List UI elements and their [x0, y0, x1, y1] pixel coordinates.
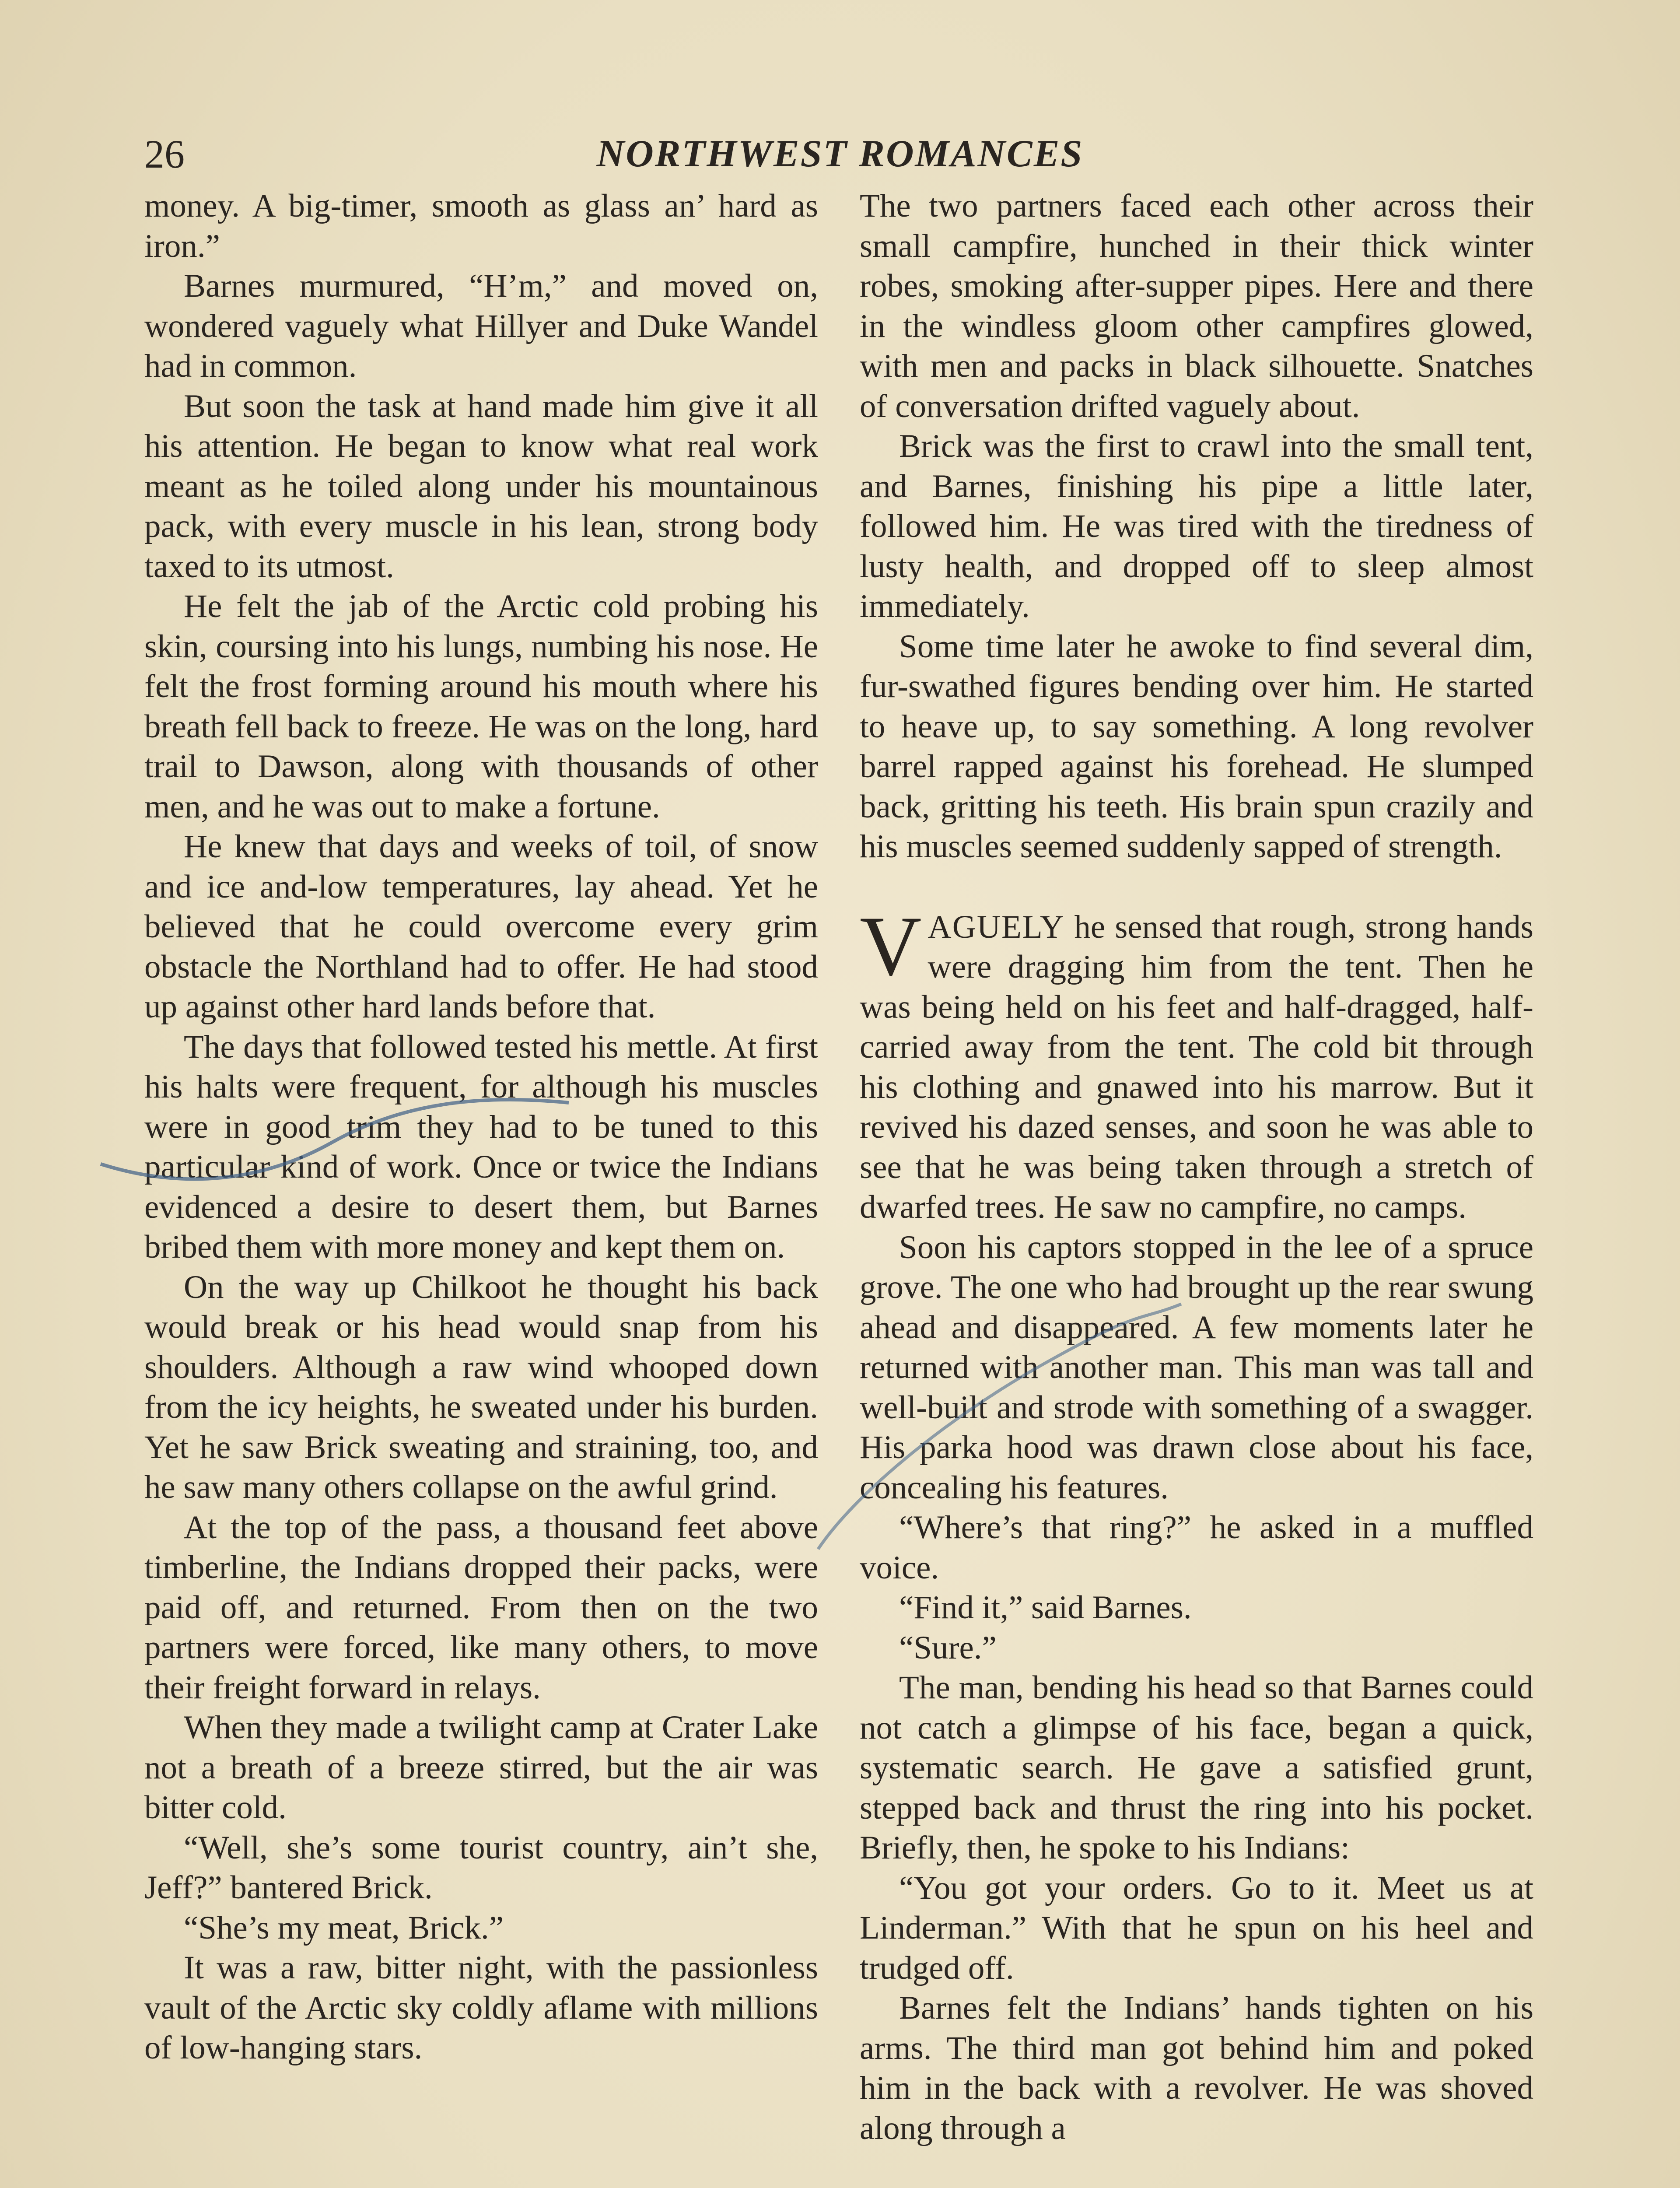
- paragraph: “Find it,” said Barnes.: [899, 1589, 1192, 1626]
- paragraph: Brick was the first to crawl into the small tent, and Barnes, finishing his pipe a little later, followed him. He was tired with the tiredness of lusty health, and dropped off to sleep almost immediately.: [860, 428, 1533, 624]
- paragraph: He knew that days and weeks of toil, of snow and ice and-low temperatures, lay ahead. Yet he believed that he could overcome every grim obstacle the Northland had to offer. He had stood up against other hard lands before that.: [144, 828, 818, 1025]
- paragraph: “She’s my meat, Brick.”: [184, 1909, 504, 1946]
- paragraph: The days that followed tested his mettle. At first his halts were frequent, for although his muscles were in good trim they had to be tuned to this particular kind of work. Once or twice the Indians evidenced a desire to desert them, but Barnes bribed them with more money and kept them on.: [144, 1028, 818, 1265]
- paragraph: “Where’s that ring?” he asked in a muffled voice.: [860, 1509, 1533, 1586]
- paragraph: Some time later he awoke to find several dim, fur-swathed figures bending over him. He started to heave up, to say something. A long revolver barrel rapped against his forehead. He slumped back, gritting his teeth. His brain spun crazily and his muscles seemed suddenly sapped of strength.: [860, 628, 1533, 865]
- paragraph: It was a raw, bitter night, with the passionless vault of the Arctic sky coldly aflame with millions of low-hanging stars.: [144, 1950, 818, 2066]
- paragraph: He felt the jab of the Arctic cold probing his skin, coursing into his lungs, numbing his nose. He felt the frost forming around his mouth where his breath fell back to freeze. He was on the long, hard trail to Dawson, along with thousands of other men, and he was out to make a fortune.: [144, 588, 818, 825]
- section-opening-paragraph: [860, 898, 1533, 1227]
- paragraph: But soon the task at hand made him give it all his attention. He began to know what real work meant as he toiled along under his mountainous pack, with every muscle in his lean, strong body taxed to its utmost.: [144, 388, 818, 585]
- section-opening-text: he sensed that rough, strong hands were dragging him from the tent. Then he was being held on his feet and half-dragged, half-carried away from the tent. The cold bit through his clothing and gnawed into his marrow. But it revived his dazed senses, and soon he was able to see that he was being taken through a stretch of dwarfed trees. He saw no campfire, no camps.: [860, 908, 1533, 1225]
- paragraph: Barnes murmured, “H’m,” and moved on, wondered vaguely what Hillyer and Duke Wandel had in common.: [144, 268, 818, 384]
- paragraph: “Sure.”: [899, 1629, 997, 1666]
- lead-in-caps: AGUELY: [928, 908, 1065, 945]
- paragraph: Barnes felt the Indians’ hands tighten on his arms. The third man got behind him and poked him in the back with a revolver. He was shoved along through a: [860, 1990, 1533, 2146]
- page-number: 26: [144, 132, 185, 176]
- paragraph: Soon his captors stopped in the lee of a spruce grove. The one who had brought up the rear swung ahead and disappeared. A few moments later he returned with another man. This man was tall and well-built and strode with something of a swagger. His parka hood was drawn close about his face, concealing his features.: [860, 1229, 1533, 1506]
- page-header: [144, 128, 1536, 180]
- running-title: NORTHWEST ROMANCES: [596, 133, 1084, 175]
- paragraph: “You got your orders. Go to it. Meet us at Linderman.” With that he spun on his heel and trudged off.: [860, 1869, 1533, 1986]
- paragraph: When they made a twilight camp at Crater Lake not a breath of a breeze stirred, but the air was bitter cold.: [144, 1709, 818, 1826]
- left-text-column: [144, 186, 818, 2188]
- paragraph: On the way up Chilkoot he thought his back would break or his head would snap from his shoulders. Although a raw wind whooped down from the icy heights, he sweated under his burden. Yet he saw Brick sweating and straining, too, and he saw many others collapse on the awful grind.: [144, 1269, 818, 1505]
- drop-cap: V: [860, 898, 922, 994]
- right-text-column: [860, 186, 1533, 2188]
- paragraph: At the top of the pass, a thousand feet above timberline, the Indians dropped their packs, were paid off, and returned. From then on the two partners were forced, like many others, to move their freight forward in relays.: [144, 1509, 818, 1706]
- paragraph: The two partners faced each other across their small campfire, hunched in their thick winter robes, smoking after-supper pipes. Here and there in the windless gloom other campfires glowed, with men and packs in black silhouette. Snatches of conversation drifted vaguely about.: [860, 188, 1533, 424]
- paragraph: money. A big-timer, smooth as glass an’ hard as iron.”: [144, 188, 818, 264]
- paragraph: “Well, she’s some tourist country, ain’t she, Jeff?” bantered Brick.: [144, 1829, 818, 1906]
- paragraph: The man, bending his head so that Barnes could not catch a glimpse of his face, began a quick, systematic search. He gave a satisfied grunt, stepped back and thrust the ring into his pocket. Briefly, then, he spoke to his Indians:: [860, 1669, 1533, 1866]
